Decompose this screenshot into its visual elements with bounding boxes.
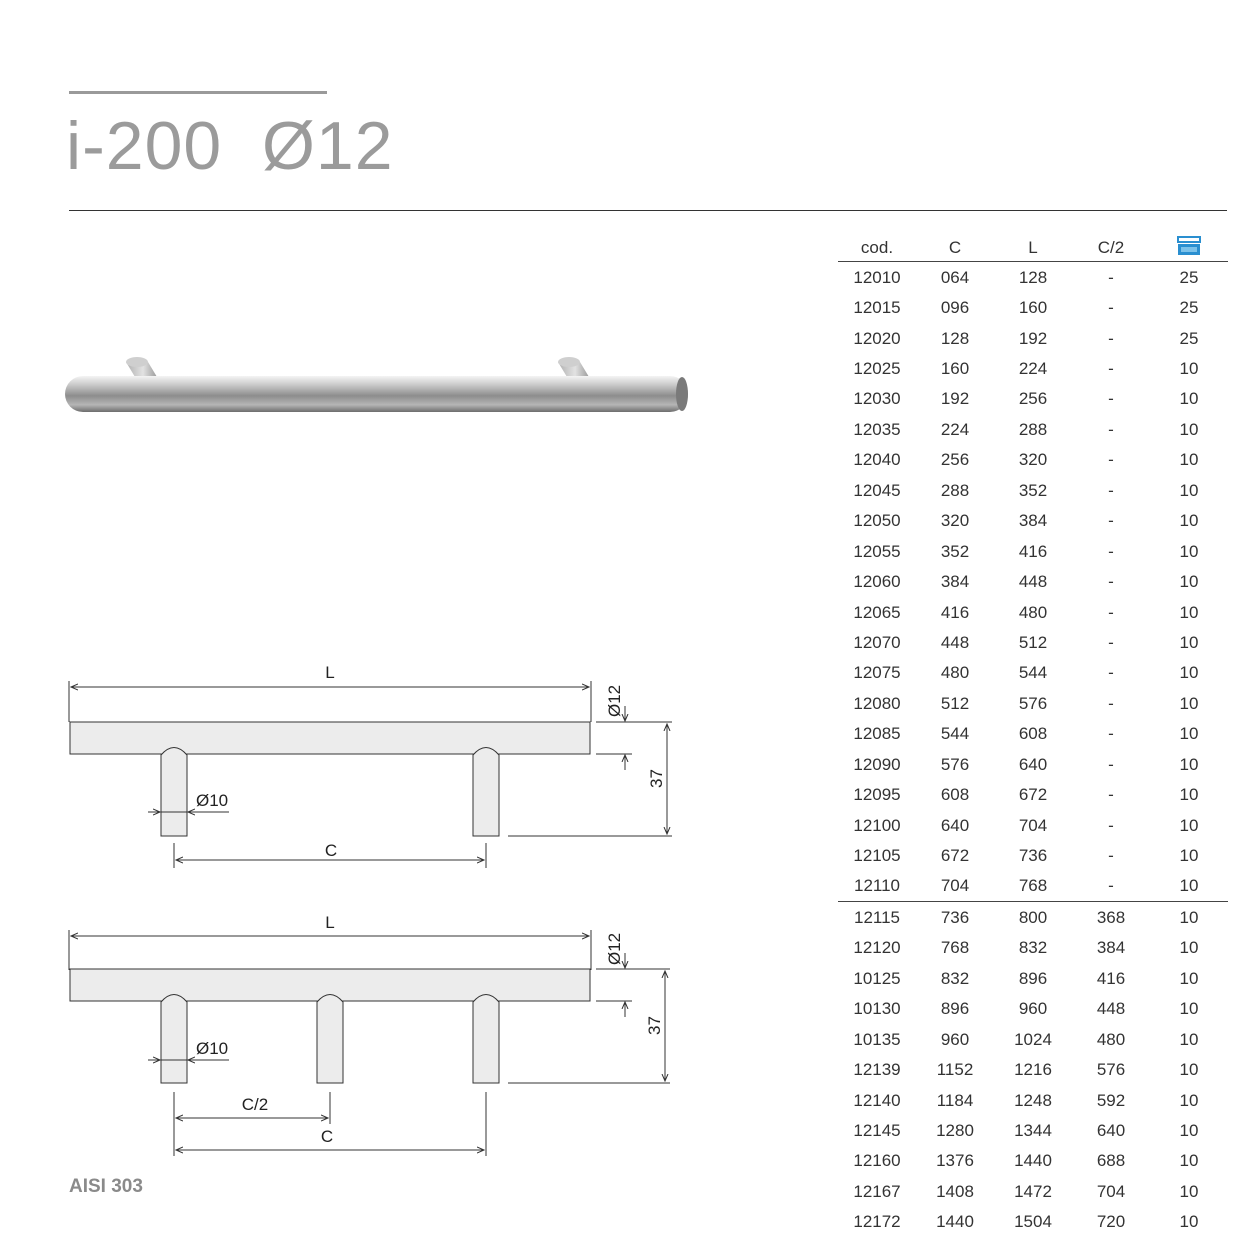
header-cod: cod.	[838, 228, 916, 262]
cell-c2: -	[1108, 663, 1114, 683]
table-row	[838, 414, 1228, 444]
cell-l: 384	[1018, 511, 1048, 531]
cell-l: 1344	[1014, 1120, 1052, 1140]
cell-l: 128	[1018, 267, 1048, 287]
cell-cod: 12095	[853, 785, 901, 805]
cell-c: 1152	[936, 1060, 974, 1080]
cell-c: 288	[940, 480, 970, 500]
cell-c: 256	[940, 450, 970, 470]
cell-pack: 10	[1179, 359, 1199, 379]
table-row	[838, 323, 1228, 353]
cell-c2: -	[1108, 754, 1114, 774]
cell-c2: 592	[1096, 1090, 1126, 1110]
cell-c: 192	[940, 389, 970, 409]
cell-pack: 10	[1179, 754, 1199, 774]
cell-pack: 10	[1179, 511, 1199, 531]
cell-cod: 12090	[853, 754, 901, 774]
drawing-two-legs	[69, 681, 672, 868]
cell-pack: 10	[1179, 1151, 1199, 1171]
table-row	[838, 597, 1228, 627]
cell-l: 768	[1018, 876, 1048, 896]
cell-c: 416	[940, 602, 970, 622]
cell-cod: 12080	[853, 693, 901, 713]
cell-c: 1440	[936, 1212, 974, 1232]
label-centers-2: C	[320, 1127, 334, 1146]
table-row	[838, 688, 1228, 718]
cell-pack: 10	[1179, 1120, 1199, 1140]
cell-c: 608	[940, 785, 970, 805]
cell-c2: 720	[1096, 1212, 1126, 1232]
cell-l: 800	[994, 902, 1072, 933]
cell-l: 512	[1018, 632, 1048, 652]
cell-l: 672	[1018, 785, 1048, 805]
cell-l: 256	[1018, 389, 1048, 409]
cell-pack: 10	[1179, 938, 1199, 958]
cell-c: 480	[940, 663, 970, 683]
cell-cod: 10135	[853, 1029, 901, 1049]
cell-cod: 12035	[853, 419, 901, 439]
cell-c2: 688	[1096, 1151, 1126, 1171]
cell-pack: 10	[1179, 815, 1199, 835]
cell-l: 224	[1018, 359, 1048, 379]
cell-cod: 12120	[853, 938, 901, 958]
cell-cod: 12160	[853, 1151, 901, 1171]
table-row	[838, 963, 1228, 993]
table-row	[838, 536, 1228, 566]
cell-pack: 10	[1179, 1212, 1199, 1232]
cell-c2: 640	[1096, 1120, 1126, 1140]
cell-c: 544	[940, 724, 970, 744]
cell-l: 352	[1018, 480, 1048, 500]
cell-c: 160	[940, 359, 970, 379]
cell-l: 416	[1018, 541, 1048, 561]
cell-pack: 10	[1179, 541, 1199, 561]
cell-c: 896	[940, 999, 970, 1019]
cell-pack: 10	[1179, 450, 1199, 470]
cell-cod: 10130	[853, 999, 901, 1019]
cell-pack: 10	[1179, 663, 1199, 683]
cell-cod: 12030	[853, 389, 901, 409]
table-row	[838, 658, 1228, 688]
cell-cod: 12140	[853, 1090, 901, 1110]
cell-cod: 12075	[853, 663, 901, 683]
cell-cod: 12040	[853, 450, 901, 470]
cell-c: 768	[940, 938, 970, 958]
cell-c: 1184	[936, 1090, 974, 1110]
cell-cod: 12025	[853, 359, 901, 379]
cell-l: 960	[1018, 999, 1048, 1019]
cell-pack: 10	[1179, 1181, 1199, 1201]
cell-cod: 12145	[853, 1120, 901, 1140]
cell-c2: 368	[1072, 902, 1150, 933]
cell-pack: 10	[1179, 1090, 1199, 1110]
cell-l: 640	[1018, 754, 1048, 774]
cell-cod: 12085	[853, 724, 901, 744]
cell-c: 736	[916, 902, 994, 933]
cell-l: 576	[1018, 693, 1048, 713]
cell-c2: -	[1108, 632, 1114, 652]
cell-c: 384	[940, 572, 970, 592]
cell-pack: 10	[1179, 1029, 1199, 1049]
label-height-2: 37	[645, 1016, 664, 1035]
cell-cod: 12110	[853, 876, 900, 896]
table-row	[838, 1085, 1228, 1115]
cell-cod: 12055	[853, 541, 901, 561]
table-row	[838, 1054, 1228, 1084]
cell-cod: 12172	[853, 1212, 901, 1232]
cell-cod: 12139	[853, 1060, 901, 1080]
cell-c: 352	[940, 541, 970, 561]
cell-c2: 704	[1096, 1181, 1126, 1201]
cell-l: 544	[1018, 663, 1048, 683]
cell-pack: 10	[1179, 968, 1199, 988]
cell-cod: 10125	[853, 968, 901, 988]
cell-pack: 10	[1179, 419, 1199, 439]
cell-pack: 10	[1179, 876, 1199, 896]
cell-l: 288	[1018, 419, 1048, 439]
cell-pack: 10	[1179, 1060, 1199, 1080]
cell-l: 736	[1018, 846, 1048, 866]
table-row	[838, 475, 1228, 505]
cell-c: 1280	[936, 1120, 974, 1140]
cell-pack: 10	[1179, 389, 1199, 409]
table-row	[838, 262, 1228, 293]
cell-pack: 25	[1179, 328, 1199, 348]
spec-table	[838, 228, 1228, 1237]
cell-c2: 576	[1096, 1060, 1126, 1080]
cell-c2: -	[1108, 389, 1114, 409]
cell-l: 896	[1018, 968, 1048, 988]
cell-c2: -	[1108, 359, 1114, 379]
cell-pack: 25	[1179, 267, 1199, 287]
table-row	[838, 871, 1228, 902]
cell-pack: 10	[1179, 693, 1199, 713]
cell-c2: 448	[1096, 999, 1126, 1019]
table-row	[838, 627, 1228, 657]
label-leg-diameter-2: Ø10	[196, 1039, 229, 1058]
cell-pack: 10	[1150, 902, 1228, 933]
table-row	[838, 384, 1228, 414]
cell-c2: -	[1108, 785, 1114, 805]
cell-c: 1376	[936, 1151, 974, 1171]
cell-c2: -	[1108, 693, 1114, 713]
header-pack	[1150, 228, 1228, 262]
header-c2: C/2	[1072, 228, 1150, 262]
cell-c: 064	[940, 267, 970, 287]
cell-c: 128	[940, 328, 970, 348]
cell-c2: -	[1108, 602, 1114, 622]
cell-l: 704	[1018, 815, 1048, 835]
table-row	[838, 810, 1228, 840]
table-row	[838, 353, 1228, 383]
cell-pack: 10	[1179, 480, 1199, 500]
cell-cod: 12020	[853, 328, 901, 348]
label-length-1: L	[325, 663, 335, 682]
label-bar-diameter-1: Ø12	[605, 684, 624, 717]
cell-l: 1440	[1014, 1151, 1052, 1171]
cell-l: 608	[1018, 724, 1048, 744]
cell-c2: -	[1108, 876, 1114, 896]
material-label: AISI 303	[69, 1176, 143, 1197]
table-row	[838, 292, 1228, 322]
cell-c2: -	[1108, 815, 1114, 835]
cell-c2: 480	[1096, 1029, 1126, 1049]
cell-c2: -	[1108, 724, 1114, 744]
table-row	[838, 1146, 1228, 1176]
package-icon	[1176, 234, 1202, 258]
cell-c: 224	[940, 419, 970, 439]
table-row	[838, 506, 1228, 536]
cell-c: 576	[940, 754, 970, 774]
cell-l: 832	[1018, 938, 1048, 958]
table-row	[838, 933, 1228, 963]
cell-c2: -	[1108, 541, 1114, 561]
table-row	[838, 840, 1228, 870]
cell-pack: 10	[1179, 632, 1199, 652]
cell-pack: 10	[1179, 785, 1199, 805]
table-row	[838, 445, 1228, 475]
cell-cod: 12100	[853, 815, 901, 835]
cell-pack: 10	[1179, 846, 1199, 866]
table-row	[838, 749, 1228, 779]
cell-cod: 12010	[853, 267, 901, 287]
label-bar-diameter-2: Ø12	[605, 932, 624, 965]
cell-c2: -	[1108, 450, 1114, 470]
cell-l: 160	[1018, 298, 1048, 318]
cell-c2: -	[1108, 846, 1114, 866]
cell-c: 704	[940, 876, 970, 896]
cell-c: 448	[940, 632, 970, 652]
cell-c: 320	[940, 511, 970, 531]
cell-pack: 10	[1179, 572, 1199, 592]
table-header-row	[838, 228, 1228, 262]
cell-pack: 10	[1179, 724, 1199, 744]
cell-pack: 10	[1179, 999, 1199, 1019]
cell-c2: -	[1108, 267, 1114, 287]
header-l: L	[994, 228, 1072, 262]
cell-cod: 12045	[853, 480, 901, 500]
cell-l: 1248	[1014, 1090, 1052, 1110]
cell-c2: -	[1108, 328, 1114, 348]
cell-c2: -	[1108, 298, 1114, 318]
label-leg-diameter-1: Ø10	[196, 791, 229, 810]
table-row	[838, 566, 1228, 596]
cell-cod: 12115	[838, 902, 916, 933]
cell-cod: 12015	[853, 298, 901, 318]
cell-l: 1504	[1014, 1212, 1052, 1232]
cell-c: 960	[940, 1029, 970, 1049]
cell-c2: 416	[1096, 968, 1126, 988]
cell-l: 1472	[1014, 1181, 1052, 1201]
label-centers-1: C	[324, 841, 338, 860]
label-half-centers: C/2	[241, 1095, 269, 1114]
cell-c2: -	[1108, 572, 1114, 592]
cell-c: 832	[940, 968, 970, 988]
table-row	[838, 994, 1228, 1024]
cell-c: 096	[940, 298, 970, 318]
cell-c: 640	[940, 815, 970, 835]
cell-l: 1216	[1014, 1060, 1052, 1080]
label-height-1: 37	[647, 769, 666, 788]
cell-cod: 12167	[853, 1181, 901, 1201]
cell-l: 480	[1018, 602, 1048, 622]
cell-pack: 10	[1179, 602, 1199, 622]
cell-cod: 12065	[853, 602, 901, 622]
cell-l: 320	[1018, 450, 1048, 470]
table-row	[838, 1176, 1228, 1206]
table-row	[838, 719, 1228, 749]
cell-c2: -	[1108, 480, 1114, 500]
page-title: i-200 Ø12	[66, 108, 394, 184]
table-row	[838, 1115, 1228, 1145]
cell-c: 672	[940, 846, 970, 866]
table-row	[838, 1024, 1228, 1054]
cell-l: 192	[1018, 328, 1048, 348]
cell-c2: -	[1108, 511, 1114, 531]
cell-cod: 12070	[853, 632, 901, 652]
table-row	[838, 1207, 1228, 1237]
table-row	[838, 902, 1228, 933]
header-c: C	[916, 228, 994, 262]
cell-c2: -	[1108, 419, 1114, 439]
cell-l: 448	[1018, 572, 1048, 592]
drawing-three-legs	[69, 930, 670, 1156]
cell-cod: 12060	[853, 572, 901, 592]
cell-l: 1024	[1014, 1029, 1052, 1049]
cell-c2: 384	[1096, 938, 1126, 958]
cell-c: 1408	[936, 1181, 974, 1201]
cell-cod: 12050	[853, 511, 901, 531]
cell-cod: 12105	[853, 846, 901, 866]
label-length-2: L	[325, 913, 335, 932]
cell-pack: 25	[1179, 298, 1199, 318]
table-row	[838, 779, 1228, 809]
cell-c: 512	[940, 693, 970, 713]
